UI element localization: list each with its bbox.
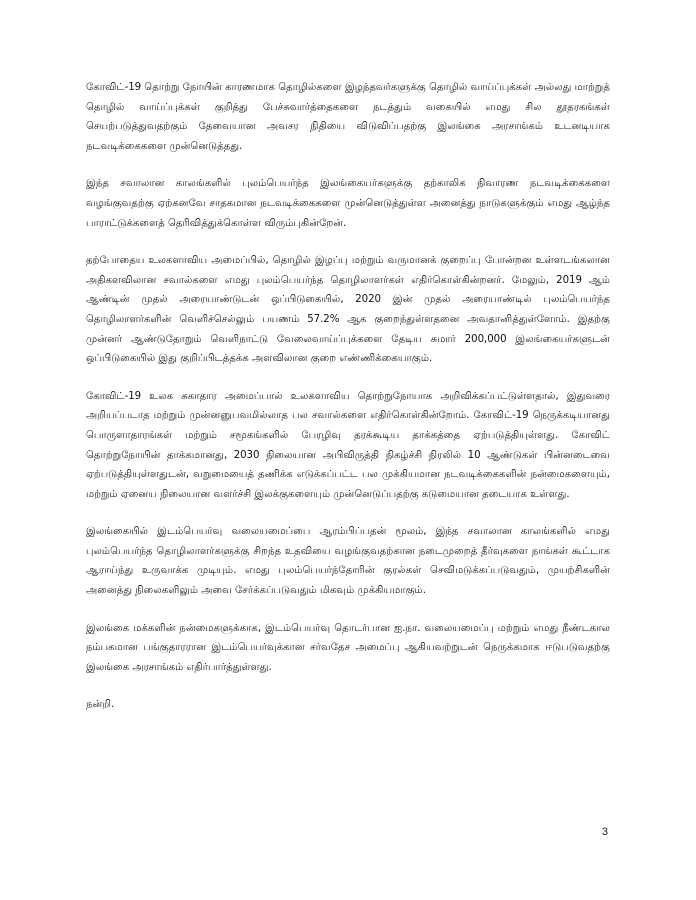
paragraph-covid-impact: கோவிட்-19 உலக சுகாதார அமைப்பால் உலகளாவிய தொற்றுநோயாக அறிவிக்கப்பட்டுள்ளதால், இதுவரை அறியப்படாத மற்றும் முன்னனுபவமில்லாத பல சவால்களை எதிர்கொள்கின்றோம். கோவிட்-19 நெருக்கடியானது பொருளாதாரங்கள் மற்றும் சமூகங்களில் பேரழிவு தரக்கூடிய தாக்கத்தை ஏற்படுத்தியுள்ளது. கோவிட் தொற்றுநோயின் தாக்கமானது, 2030 நிலையான அபிவிருத்தி நிகழ்ச்சி நிரலில் 10 ஆண்டுகள் பின்னடைவை ஏற்படுத்தியுள்ளதுடன், வறுமையைத் தணிக்க எடுக்கப்பட்ட பல முக்கியமான நடவடிக்கைகளின் நன்மைகளையும், மற்றும் ஏனைய நிலையான வளர்ச்சி இலக்குகளையும் முன்னெடுப்பதற்கு கடுமையான தடையாக உள்ளது.	[86, 390, 610, 500]
closing-thanks: நன்றி.	[86, 699, 115, 711]
paragraph-migration-network: இலங்கையில் இடம்பெயர்வு வலையமைப்பை ஆரம்பிப்பதன் மூலம், இந்த சவாலான காலங்களில் எமது புலம்பெயர்ந்த தொழிலாளர்களுக்கு சிறந்த உதவியை வழங்குவதற்கான நடைமுறைத் தீர்வுகளை நாங்கள் கூட்டாக ஆராய்ந்து உருவாக்க முடியும். எமது புலம்பெயர்ந்தோரின் குரல்கள் செவிமடுக்கப்படுவதும், முயற்சிகளின் அனைத்து நிலைகளிலும் அவை சேர்க்கப்படுவதும் மிகவும் முக்கியமாகும்.	[86, 526, 610, 597]
paragraph-government-engagement: இலங்கை மக்களின் நன்மைகளுக்காக, இடம்பெயர்வு தொடர்பான ஐ.நா. வலையமைப்பு மற்றும் எமது நீண்டகால நம்பகமான பங்குதாரரான இடம்பெயர்வுக்கான சர்வதேச அமைப்பு ஆகியவற்றுடன் நெருக்கமாக ஈடுபடுவதற்கு இலங்கை அரசாங்கம் எதிர்பார்த்துள்ளது.	[86, 622, 610, 673]
paragraph-migrant-challenges: தற்போதைய உலகளாவிய அமைப்பில், தொழில் இழப்பு மற்றும் வருமானக் குறைப்பு போன்றன உள்ளடங்கலான அதிகளவிலான சவால்களை எமது புலம்பெயர்ந்த தொழிலாளர்கள் எதிர்கொள்கின்றனர். மேலும், 2019 ஆம் ஆண்டின் முதல் அரையாண்டுடன் ஒப்பிடுகையில், 2020 இன் முதல் அரையாண்டில் புலம்பெயர்ந்த தொழிலாளர்களின் வெளிச்செல்லும் பயணம் 57.2% ஆக குறைந்துள்ளதனை அவதானித்துள்ளோம். இதற்கு முன்னர் ஆண்டுதோறும் வெளிநாட்டு வேலைவாய்ப்புக்களை தேடிய சுமார் 200,000 இலங்கையர்களுடன் ஒப்பிடுகையில் இது குறிப்பிடத்தக்க அளவிலான குறை எண்ணிக்கையாகும்.	[86, 255, 610, 365]
paragraph-emergency-funds: கோவிட்-19 தொற்று நோயின் காரணமாக தொழில்களை இழந்தவர்களுக்கு தொழில் வாய்ப்புக்கள் அல்லது மாற்றுத் தொழில் வாய்ப்புக்கள் குறித்து பேச்சுவார்த்தைகளை நடத்தும் வகையில் எமது சில தூதரகங்கள் செயற்படுத்துவதற்கும் தேவையான அவசர நிதியை விடுவிப்பதற்கு இலங்கை அரசாங்கம் உடனடியாக நடவடிக்கைகளை முன்னெடுத்தது.	[86, 82, 610, 152]
page-number: 3	[601, 826, 608, 838]
paragraph-appreciation: இந்த சவாலான காலங்களில் புலம்பெயர்ந்த இலங்கையர்களுக்கு தற்காலிக நிவாரண நடவடிக்கைகளை வழங்குவதற்கு ஏற்கனவே சாதகமான நடவடிக்கைகளை முன்னெடுத்துள்ள அனைத்து நாடுகளுக்கும் எமது ஆழ்ந்த பாராட்டுக்களைத் தெரிவித்துக்கொள்ள விரும்புகின்றேன்.	[86, 178, 610, 229]
